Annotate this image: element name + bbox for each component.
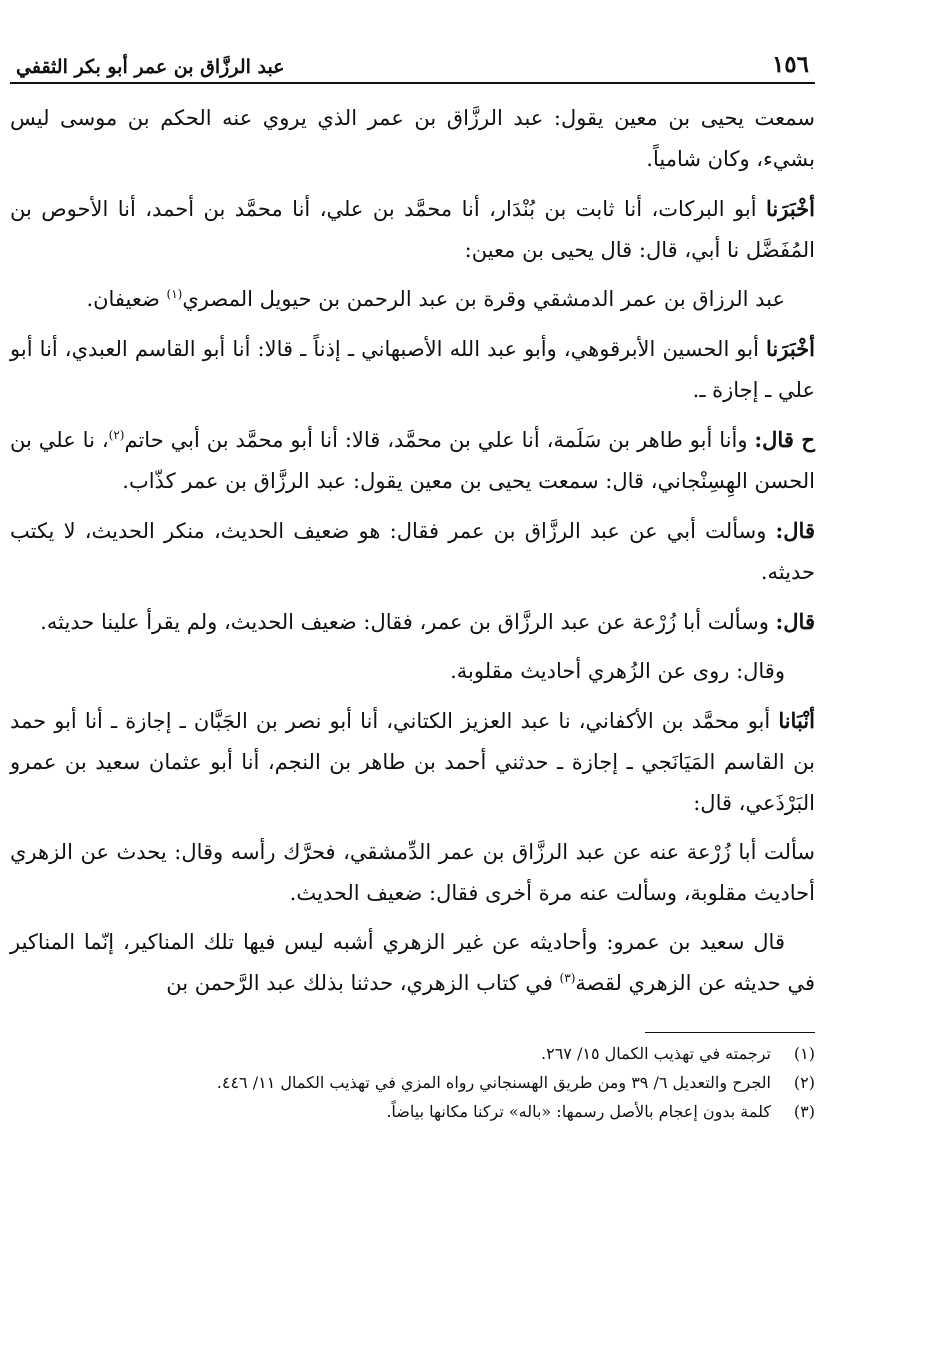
footnotes — [10, 1039, 815, 1126]
paragraph: سمعت يحيى بن معين يقول: عبد الرزَّاق بن عمر الذي يروي عنه الحكم بن موسى ليس بشيء، وكان شامياً. — [10, 106, 815, 171]
footnote-ref: (٢) — [108, 428, 125, 442]
paragraph: قال سعيد بن عمرو: وأحاديثه عن غير الزهري أشبه ليس فيها تلك المناكير، إنّما المناكير في حديثه عن الزهري لقصة$^{(٣)}$ في كتاب الزهري، حدثنا بذلك عبد الرَّحمن بن — [10, 930, 815, 995]
running-title: عبد الرزَّاق بن عمر أبو بكر الثقفي — [16, 56, 285, 78]
paragraph: أنْبَانا أبو محمَّد بن الأكفاني، نا عبد العزيز الكتاني، أنا أبو نصر بن الجَبَّان ـ إجازة ـ أنا أبو حمد بن القاسم المَيَانَجي ـ إجازة ـ حدثني أحمد بن طاهر بن النجم، أنا أبو عثمان سعيد بن عمرو البَرْذَعي، قال: — [10, 708, 815, 815]
main-text — [10, 98, 815, 1004]
chain-lead: قال: — [775, 609, 815, 634]
chain-lead: أنْبَانا — [778, 708, 815, 733]
paragraph: ح قال: وأنا أبو طاهر بن سَلَمة، أنا علي بن محمَّد، قالا: أنا أبو محمَّد بن أبي حاتم$^{(٢)}$، نا علي بن الحسن الهِسِنْجاني، قال: سمعت يحيى بن معين يقول: عبد الرزَّاق بن عمر كذّاب. — [10, 427, 815, 493]
paragraph: قال: وسألت أبا زُرْعة عن عبد الرزَّاق بن عمر، فقال: ضعيف الحديث، ولم يقرأ علينا حديثه. — [40, 609, 815, 634]
paragraph: قال: وسألت أبي عن عبد الرزَّاق بن عمر فقال: هو ضعيف الحديث، منكر الحديث، لا يكتب حديثه. — [10, 518, 815, 584]
chain-lead: أخْبَرَنا — [766, 336, 815, 361]
book-page — [10, 44, 815, 1126]
chain-lead: أخْبَرَنا — [766, 196, 815, 221]
paragraph: عبد الرزاق بن عمر الدمشقي وقرة بن عبد الرحمن بن حيويل المصري$^{(١)}$ ضعيفان. — [86, 287, 785, 311]
footnote-ref: (٣) — [559, 971, 576, 985]
footnote: (١)ترجمته في تهذيب الكمال ١٥/ ٢٦٧. — [541, 1044, 815, 1063]
chain-lead: ح قال: — [754, 427, 815, 452]
paragraph: سألت أبا زُرْعة عنه عن عبد الرزَّاق بن عمر الدِّمشقي، فحرَّك رأسه وقال: يحدث عن الزهري أحاديث مقلوبة، وسألت عنه مرة أخرى فقال: ضعيف الحديث. — [10, 840, 815, 905]
footnote: (٢)الجرح والتعديل ٦/ ٣٩ ومن طريق الهسنجاني رواه المزي في تهذيب الكمال ١١/ ٤٤٦. — [216, 1073, 815, 1092]
paragraph: وقال: روى عن الزُهري أحاديث مقلوبة. — [450, 659, 785, 683]
chain-lead: قال: — [775, 518, 815, 543]
paragraph: أخْبَرَنا أبو البركات، أنا ثابت بن بُنْدَار، أنا محمَّد بن علي، أنا محمَّد بن أحمد، أنا الأحوص بن المُفَضَّل نا أبي، قال: قال يحيى بن معين: — [10, 196, 815, 262]
footnote-ref: (١) — [166, 287, 183, 301]
footnote-divider — [645, 1032, 815, 1033]
footnote: (٣)كلمة بدون إعجام بالأصل رسمها: «باله» تركنا مكانها بياضاً. — [386, 1102, 815, 1121]
page-number: ١٥٦ — [771, 51, 809, 78]
paragraph: أخْبَرَنا أبو الحسين الأبرقوهي، وأبو عبد الله الأصبهاني ـ إذناً ـ قالا: أنا أبو القاسم العبدي، أنا أبو علي ـ إجازة ـ. — [10, 336, 815, 402]
page-header — [10, 44, 815, 84]
